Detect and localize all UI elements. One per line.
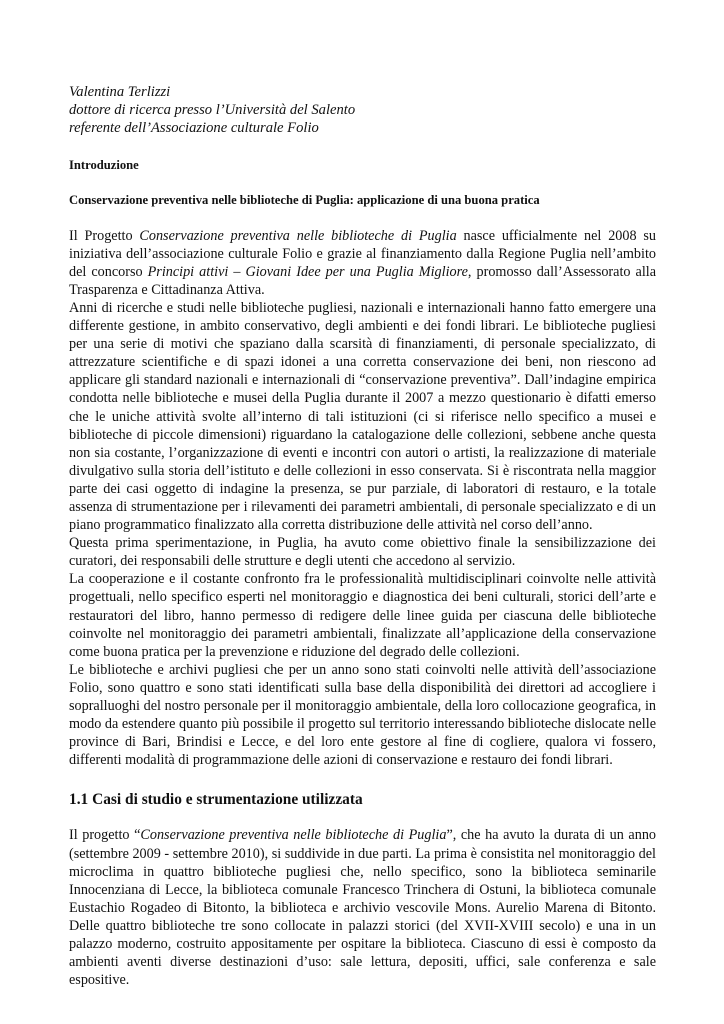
project-title-italic-2: Conservazione preventiva nelle biblioteche di Puglia xyxy=(140,827,447,844)
paragraph-1-text-c: nasce ufficialmente nel 2008 su iniziativa dell’associazione culturale Folio e grazie al finanziamento dalla Regione Puglia nell’ambito del concorso xyxy=(69,227,657,280)
paragraph-3: Questa prima sperimentazione, in Puglia, ha avuto come obiettivo finale la sensibilizzazione dei curatori, dei responsabili delle strutture e degli utenti che accedono al servizio. xyxy=(69,535,656,570)
author-name: Valentina Terlizzi xyxy=(69,84,171,100)
intro-heading: Introduzione xyxy=(69,157,139,172)
section-heading: 1.1 Casi di studio e strumentazione utilizzata xyxy=(69,791,363,809)
section-text xyxy=(69,826,656,989)
paragraph-1 xyxy=(69,227,656,299)
paragraph-1-text-e: , promosso dall’Assessorato alla Trasparenza e Cittadinanza Attiva. xyxy=(69,263,657,298)
paragraph-1-text-a: Il Progetto xyxy=(69,227,140,244)
paragraph-6-text-a: Il progetto “ xyxy=(69,827,141,844)
author-role: dottore di ricerca presso l’Università del Salento xyxy=(69,102,356,119)
paragraph-5: Le biblioteche e archivi pugliesi che per un anno sono stati coinvolti nelle attività dell’associazione Folio, sono quattro e sono stati identificati sulla base della disponibilità dei direttori ad accogliere i sopralluoghi del nostro personale per il monitoraggio ambientale, della loro collocazione geografica, in modo da estendere quanto più possibile il progetto sul territorio interessando biblioteche dislocate nelle province di Bari, Brindisi e Lecce, e del loro ente gestore al fine di cogliere, qualora vi fossero, differenti modalità di programmazione delle azioni di conservazione e restauro dei fondi librari. xyxy=(69,661,656,769)
project-title-italic: Conservazione preventiva nelle biblioteche di Puglia xyxy=(139,227,457,244)
body-text xyxy=(69,227,656,770)
paragraph-2: Anni di ricerche e studi nelle biblioteche pugliesi, nazionali e internazionali hanno fatto emergere una differente gestione, in ambito conservativo, degli ambienti e dei fondi librari. Le biblioteche pugliesi per una serie di motivi che spaziano dalla scarsità di finanziamenti, di personale specializzato, di attrezzature scientifiche e di spazi idonei a una corretta conservazione dei beni, non riescono ad applicare gli standard nazionali e internazionali di “conservazione preventiva”. Dall’indagine empirica condotta nelle biblioteche e musei della Puglia durante il 2007 a mezzo questionario è difatti emerso che le uniche attività svolte all’interno di tali istituzioni (ci si riferisce nello specifico a musei e biblioteche di piccole dimensioni) riguardano la catalogazione delle collezioni, sebbene anche questa non sia costante, l’organizzazione di eventi e incontri con autori o artisti, la realizzazione di materiale divulgativo sulla storia dell’istituto e delle collezioni in esso conservata. Si è riscontrata nella maggior parte dei casi oggetto di indagine la presenza, se pur parziale, di laboratori di restauro, e la totale assenza di strumentazione per i rilevamenti dei parametri ambientali, di personale specializzato e di un piano programmatico finalizzato alla corretta distribuzione delle attività nel corso dell’anno. xyxy=(69,299,656,534)
paragraph-6-text-c: ”, che ha avuto la durata di un anno (settembre 2009 - settembre 2010), si suddivide in due parti. La prima è consistita nel monitoraggio del microclima in quattro biblioteche pugliesi che, nello specifico, sono la biblioteca seminarile Innocenziana di Lecce, la biblioteca comunale Francesco Trinchera di Ostuni, la biblioteca comunale Eustachio Rogadeo di Bitonto, la biblioteca e archivio vescovile Mons. Aurelio Marena di Bitonto. Delle quattro biblioteche tre sono collocate in palazzi storici (del XVII-XVIII secolo) e una in un palazzo moderno, costruito appositamente per ospitare la biblioteca. Ciascuno di essi è composto da ambienti aventi diverse destinazioni d’uso: sale lettura, depositi, uffici, sale conferenza e sale espositive. xyxy=(69,827,657,989)
contest-title-italic: Principi attivi – Giovani Idee per una Puglia Migliore xyxy=(147,263,468,280)
document-subtitle: Conservazione preventiva nelle biblioteche di Puglia: applicazione di una buona pratica xyxy=(69,192,540,207)
paragraph-6 xyxy=(69,826,656,989)
paragraph-4: La cooperazione e il costante confronto fra le professionalità multidisciplinari coinvolte nelle attività progettuali, nello specifico esperti nel monitoraggio e diagnostica dei beni culturali, storici dell’arte e restauratori del libro, hanno permesso di redigere delle linee guida per ciascuna delle biblioteche coinvolte nel monitoraggio dei parametri ambientali, finalizzate all’applicazione della conservazione come buona pratica per la prevenzione e riduzione del degrado delle collezioni. xyxy=(69,571,656,660)
author-affiliation: referente dell’Associazione culturale Folio xyxy=(69,120,319,137)
author-block xyxy=(69,83,656,138)
